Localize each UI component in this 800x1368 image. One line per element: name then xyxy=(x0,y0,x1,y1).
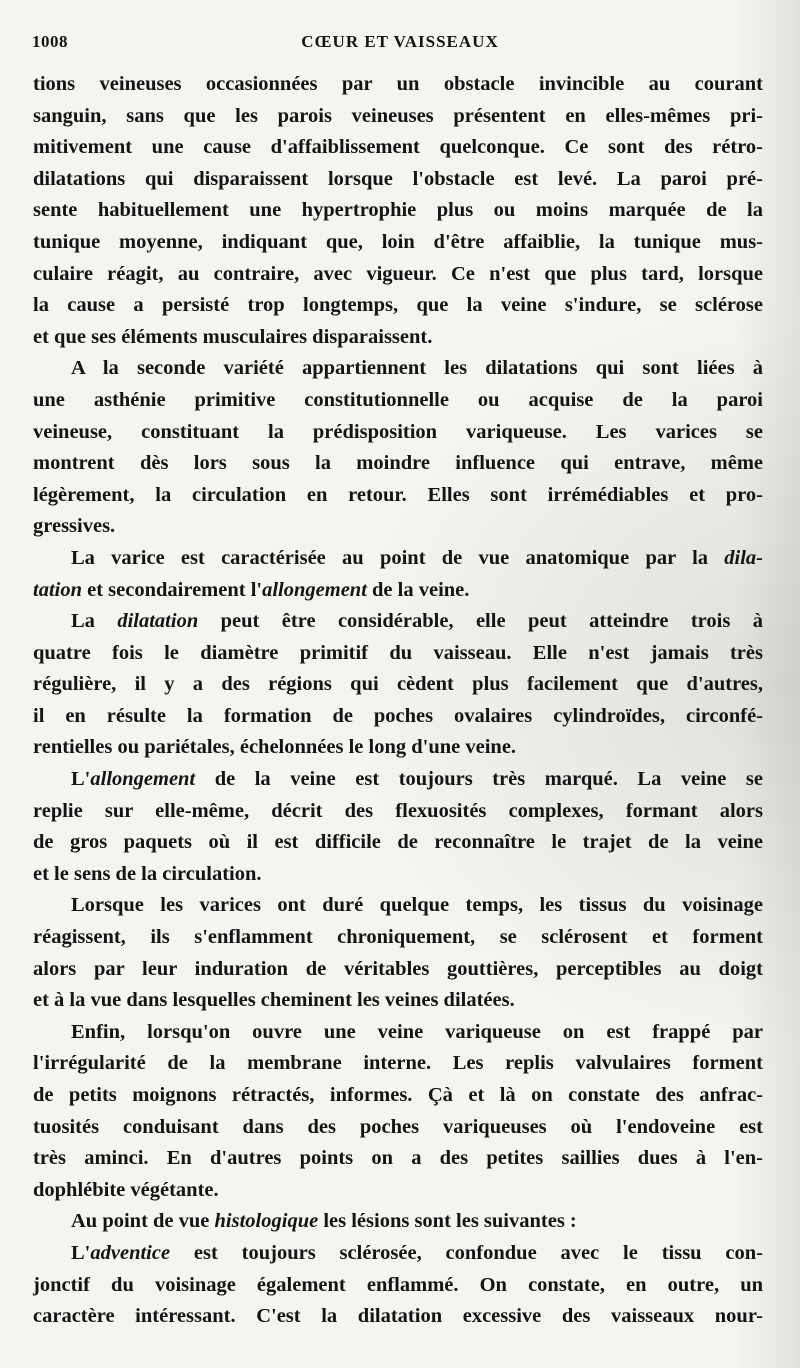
text-line: culaire réagit, au contraire, avec vigueur. Ce n'est que plus tard, lorsque xyxy=(33,262,763,285)
text-line: sente habituellement une hypertrophie plus ou moins marquée de la xyxy=(33,199,763,222)
text-line: et le sens de la circulation. xyxy=(33,862,262,885)
text-segment: de la veine. xyxy=(366,578,470,601)
text-line: mitivement une cause d'affaiblissement quelconque. Ce sont des rétro- xyxy=(33,136,763,159)
italic-term: adventice xyxy=(90,1241,171,1264)
italic-term: histologique xyxy=(214,1210,319,1233)
text-line: montrent dès lors sous la moindre influence qui entrave, même xyxy=(33,452,763,475)
text-line: l'irrégularité de la membrane interne. Les replis valvulaires forment xyxy=(33,1052,763,1075)
text-line: la cause a persisté trop longtemps, que la veine s'indure, se sclérose xyxy=(33,294,763,317)
page-header xyxy=(32,32,768,58)
text-line: il en résulte la formation de poches ovalaires cylindroïdes, circonfé- xyxy=(33,704,763,727)
text-segment: est toujours sclérosée, confondue avec le tissu con- xyxy=(170,1241,763,1264)
text-line: une asthénie primitive constitutionnelle ou acquise de la paroi xyxy=(33,388,763,411)
text-segment: La varice est caractérisée au point de vue anatomique par la xyxy=(71,546,725,569)
text-line: veineuse, constituant la prédisposition variqueuse. Les varices se xyxy=(33,420,763,443)
text-line: de gros paquets où il est difficile de reconnaître le trajet de la veine xyxy=(33,831,763,854)
page-number: 1008 xyxy=(32,32,68,51)
text-line: dilatations qui disparaissent lorsque l'obstacle est levé. La paroi pré- xyxy=(33,167,763,190)
text-line: et à la vue dans lesquelles cheminent les veines dilatées. xyxy=(33,989,515,1012)
text-line: dophlébite végétante. xyxy=(33,1178,219,1201)
text-line: tunique moyenne, indiquant que, loin d'être affaiblie, la tunique mus- xyxy=(33,230,763,253)
text-segment: et secondairement l' xyxy=(82,578,263,601)
text-line: tions veineuses occasionnées par un obstacle invincible au courant xyxy=(33,73,763,95)
text-line xyxy=(33,575,763,607)
text-line: replie sur elle-même, décrit des flexuosités complexes, formant alors xyxy=(33,799,763,822)
text-line: réagissent, ils s'enflamment chroniquement, se sclérosent et forment xyxy=(33,926,763,949)
text-segment: La xyxy=(71,610,118,633)
text-segment: de la veine est toujours très marqué. La veine se xyxy=(195,768,763,791)
text-line: A la seconde variété appartiennent les dilatations qui sont liées à xyxy=(71,357,763,380)
italic-term: allongement xyxy=(262,578,367,601)
body-text xyxy=(33,69,763,1333)
text-line: caractère intéressant. C'est la dilatation excessive des vaisseaux nour- xyxy=(33,1305,763,1328)
text-segment: Au point de vue xyxy=(71,1210,215,1233)
text-line: et que ses éléments musculaires disparaissent. xyxy=(33,325,433,348)
text-line xyxy=(33,606,763,638)
italic-term: tation xyxy=(33,578,82,601)
text-line: gressives. xyxy=(33,515,116,538)
text-line xyxy=(33,764,763,796)
text-line: de petits moignons rétractés, informes. Çà et là on constate des anfrac- xyxy=(33,1084,763,1106)
text-segment: les lésions sont les suivantes : xyxy=(318,1210,577,1233)
text-line: très aminci. En d'autres points on a des petites saillies dues à l'en- xyxy=(33,1147,763,1170)
text-line: légèrement, la circulation en retour. Elles sont irrémédiables et pro- xyxy=(33,483,763,506)
text-line: rentielles ou pariétales, échelonnées le long d'une veine. xyxy=(33,736,517,759)
text-line: sanguin, sans que les parois veineuses présentent en elles-mêmes pri- xyxy=(33,104,763,127)
italic-term: dilatation xyxy=(117,610,199,633)
text-line xyxy=(33,1238,763,1270)
text-line: régulière, il y a des régions qui cèdent plus facilement que d'autres, xyxy=(33,673,763,696)
text-line: Enfin, lorsqu'on ouvre une veine variqueuse on est frappé par xyxy=(71,1020,763,1043)
text-line: alors par leur induration de véritables gouttières, perceptibles au doigt xyxy=(33,957,763,980)
text-line: quatre fois le diamètre primitif du vaisseau. Elle n'est jamais très xyxy=(33,641,763,664)
text-line xyxy=(33,1206,763,1238)
text-line: Lorsque les varices ont duré quelque temps, les tissus du voisinage xyxy=(71,894,763,917)
text-segment: L' xyxy=(71,1241,91,1264)
text-segment: L' xyxy=(71,768,91,791)
italic-term: allongement xyxy=(90,768,196,791)
text-line: tuosités conduisant dans des poches variqueuses où l'endoveine est xyxy=(33,1115,763,1138)
text-line: jonctif du voisinage également enflammé. On constate, en outre, un xyxy=(33,1273,763,1296)
running-title: CŒUR ET VAISSEAUX xyxy=(301,32,499,51)
text-line xyxy=(33,543,763,575)
text-segment: peut être considérable, elle peut atteindre trois à xyxy=(198,610,763,633)
italic-term: dila- xyxy=(724,546,763,569)
